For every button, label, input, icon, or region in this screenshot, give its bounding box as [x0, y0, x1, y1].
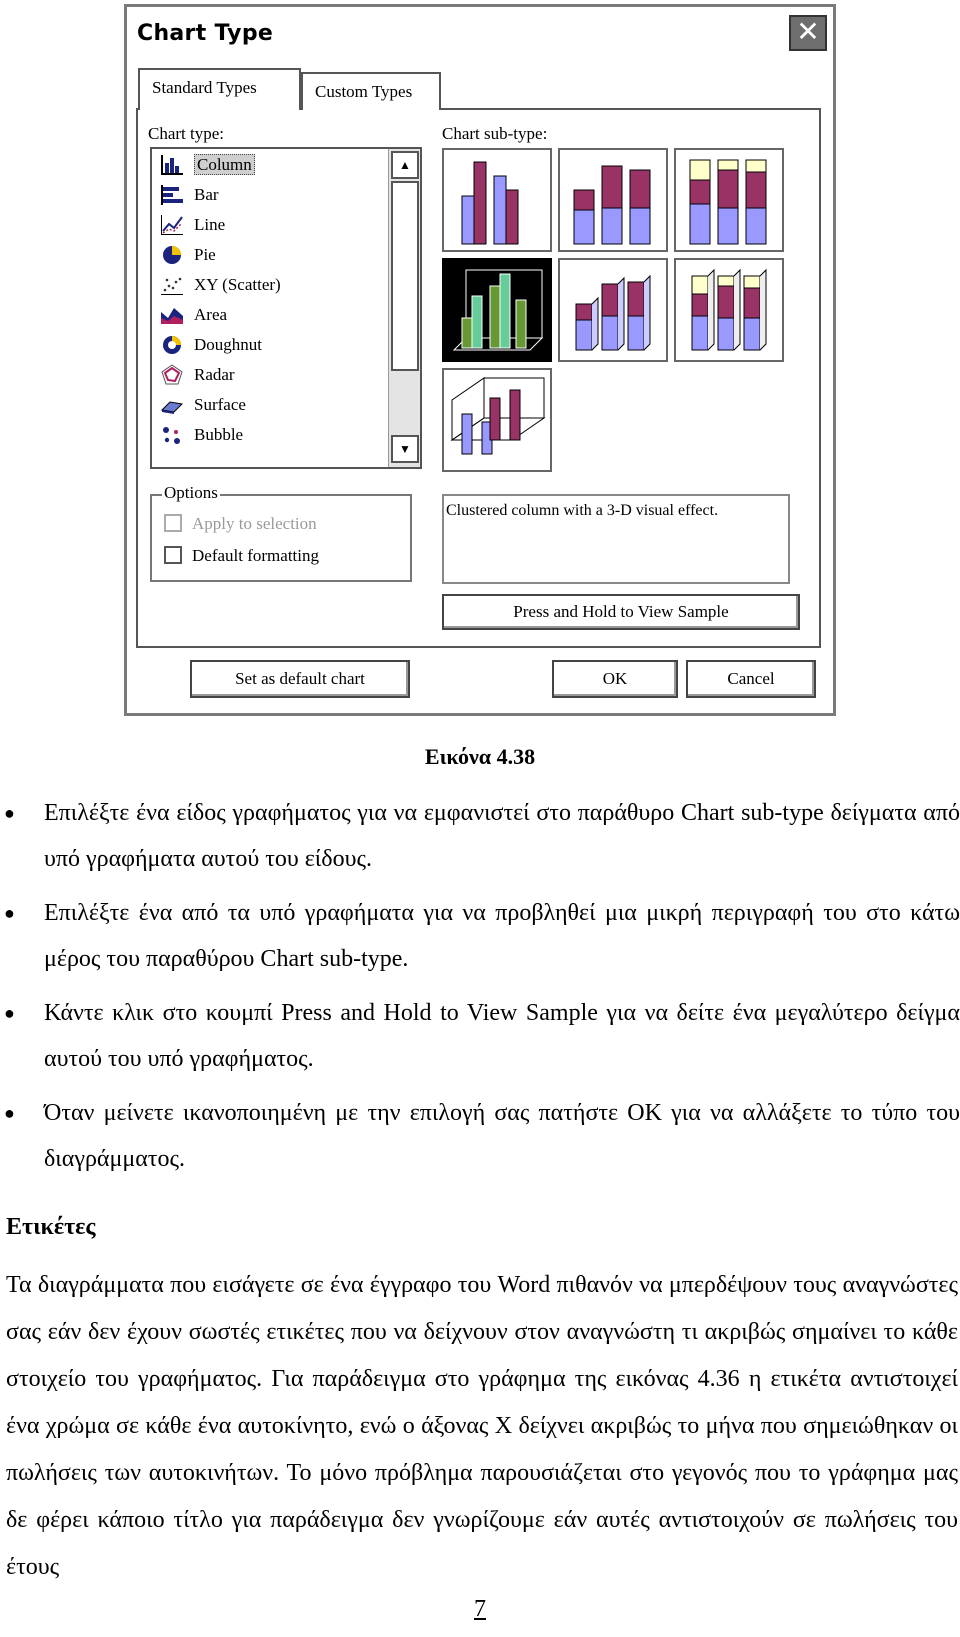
options-group	[150, 483, 412, 582]
subtype-clustered-column[interactable]	[442, 148, 552, 252]
scroll-down-button[interactable]	[391, 435, 419, 463]
arrow-up-icon: ▲	[399, 158, 411, 172]
list-item	[0, 790, 960, 882]
tab-custom-types[interactable]: Custom Types	[301, 72, 441, 110]
list-item-surface[interactable]	[154, 391, 388, 419]
apply-to-selection-option[interactable]	[164, 514, 317, 534]
options-label: Options	[164, 483, 218, 502]
cancel-button[interactable]: Cancel	[686, 660, 816, 698]
bullet-text: Επιλέξτε ένα από τα υπό γραφήματα για να προβληθεί μια μικρή περιγραφή του στο κάτω μέρος του παραθύρου Chart sub-type.	[44, 900, 960, 972]
bullet-text: Κάντε κλικ στο κουμπί Press and Hold to View Sample για να δείτε ένα μεγαλύτερο δείγμα αυτού του υπό γραφήματος.	[44, 1000, 960, 1072]
bullet-text: Όταν μείνετε ικανοποιημένη με την επιλογή σας πατήστε ΟΚ για να αλλάξετε το τύπο του διαγράμματος.	[44, 1100, 960, 1172]
scroll-up-button[interactable]	[391, 151, 419, 179]
pie-chart-icon	[160, 244, 184, 266]
doughnut-chart-icon	[160, 334, 184, 356]
bullet-icon: ●	[4, 1103, 15, 1123]
bullet-icon: ●	[4, 903, 15, 923]
default-formatting-label: Default formatting	[192, 546, 319, 565]
list-item-line[interactable]	[154, 211, 388, 239]
apply-to-selection-label: Apply to selection	[192, 514, 317, 533]
sub-type-description: Clustered column with a 3-D visual effect.	[446, 502, 719, 519]
default-formatting-checkbox[interactable]	[164, 546, 182, 564]
page-number: 7	[474, 1596, 486, 1622]
list-item-radar[interactable]	[154, 361, 388, 389]
surface-chart-icon	[160, 394, 184, 416]
list-item-bar[interactable]	[154, 181, 388, 209]
list-item-label: Bubble	[194, 425, 244, 444]
bullet-icon: ●	[4, 803, 15, 823]
body-paragraph: Τα διαγράμματα που εισάγετε σε ένα έγγραφο του Word πιθανόν να μπερδέψουν τους αναγνώστες σας εάν δεν έχουν σωστές ετικέτες που να δείχνουν στον αναγνώστη τι ακριβώς σημαίνει το κάθε στοιχείο του γραφήματος. Για παράδειγμα στο γράφημα της εικόνας 4.36 η ετικέτα αντιστοιχεί ένα χρώμα σε κάθε ένα αυτοκίνητο, ενώ ο άξονας Χ δείχνει ακριβώς το μήνα που σημειώθηκαν οι πωλήσεις των αυτοκινήτων. Το μόνο πρόβλημα παρουσιάζεται στο γεγονός που το γράφημα μας δε φέρει κάποιο τίτλο για παράδειγμα δεν γνωρίζουμε εάν αυτές αντιστοιχούν σε πωλήσεις του έτους	[6, 1272, 958, 1580]
list-item-label: Area	[194, 305, 228, 324]
list-item-label: Column	[194, 154, 255, 175]
list-item-label: Line	[194, 215, 226, 234]
press-and-hold-sample-button[interactable]: Press and Hold to View Sample	[442, 594, 800, 630]
list-item-area[interactable]	[154, 301, 388, 329]
list-item-column[interactable]	[154, 151, 388, 179]
arrow-down-icon: ▼	[399, 442, 411, 456]
scroll-thumb[interactable]	[391, 181, 419, 371]
bubble-chart-icon	[160, 424, 184, 446]
3d-column-thumbnail	[444, 370, 550, 470]
percent-stacked-column-3d-effect-thumbnail	[676, 260, 782, 360]
stacked-column-thumbnail	[560, 150, 666, 250]
list-item-label: Surface	[194, 395, 246, 414]
list-item-label: Doughnut	[194, 335, 262, 354]
default-formatting-option[interactable]	[164, 546, 319, 566]
list-item-label: Pie	[194, 245, 216, 264]
list-item-label: Radar	[194, 365, 235, 384]
dialog-title: Chart Type	[137, 21, 274, 46]
subtype-clustered-column-3d-effect[interactable]	[442, 258, 552, 362]
subtype-stacked-column[interactable]	[558, 148, 668, 252]
subtype-100-stacked-column-3d-effect[interactable]	[674, 258, 784, 362]
close-icon: ✕	[796, 15, 820, 48]
chart-type-scrollbar[interactable]	[388, 149, 420, 467]
list-item-bubble[interactable]	[154, 421, 388, 449]
subtype-3d-column[interactable]	[442, 368, 552, 472]
section-heading: Ετικέτες	[6, 1214, 96, 1240]
percent-stacked-column-thumbnail	[676, 150, 782, 250]
subtype-100-stacked-column[interactable]	[674, 148, 784, 252]
title-bar[interactable]	[127, 7, 833, 59]
subtype-stacked-column-3d-effect[interactable]	[558, 258, 668, 362]
tab-standard-types[interactable]: Standard Types	[138, 68, 301, 110]
radar-chart-icon	[160, 364, 184, 386]
list-item-pie[interactable]	[154, 241, 388, 269]
list-item-label: XY (Scatter)	[194, 275, 281, 294]
list-item-xy-scatter[interactable]	[154, 271, 388, 299]
list-item	[0, 1090, 960, 1182]
list-item-label: Bar	[194, 185, 219, 204]
chart-type-items	[152, 149, 390, 467]
apply-to-selection-checkbox[interactable]	[164, 514, 182, 532]
figure-caption: Εικόνα 4.38	[424, 744, 536, 769]
line-chart-icon	[160, 214, 184, 236]
close-button[interactable]	[789, 15, 827, 51]
ok-button[interactable]: OK	[552, 660, 678, 698]
area-chart-icon	[160, 304, 184, 326]
list-item	[0, 890, 960, 982]
list-item-doughnut[interactable]	[154, 331, 388, 359]
chart-sub-type-label: Chart sub-type:	[442, 124, 548, 143]
scatter-chart-icon	[160, 274, 184, 296]
bullet-text: Επιλέξτε ένα είδος γραφήματος για να εμφανιστεί στο παράθυρο Chart sub-type δείγματα από υπό γραφήματα αυτού του είδους.	[44, 800, 960, 872]
set-as-default-chart-button[interactable]: Set as default chart	[190, 660, 410, 698]
list-item	[0, 990, 960, 1082]
stacked-column-3d-effect-thumbnail	[560, 260, 666, 360]
clustered-column-3d-effect-thumbnail	[444, 260, 550, 360]
bar-chart-icon	[160, 184, 184, 206]
column-chart-icon	[160, 154, 184, 176]
instruction-list	[0, 790, 960, 1182]
bullet-icon: ●	[4, 1003, 15, 1023]
chart-type-list[interactable]	[150, 147, 422, 469]
chart-type-label: Chart type:	[148, 124, 225, 143]
clustered-column-thumbnail	[444, 150, 550, 250]
description-box	[442, 494, 790, 584]
